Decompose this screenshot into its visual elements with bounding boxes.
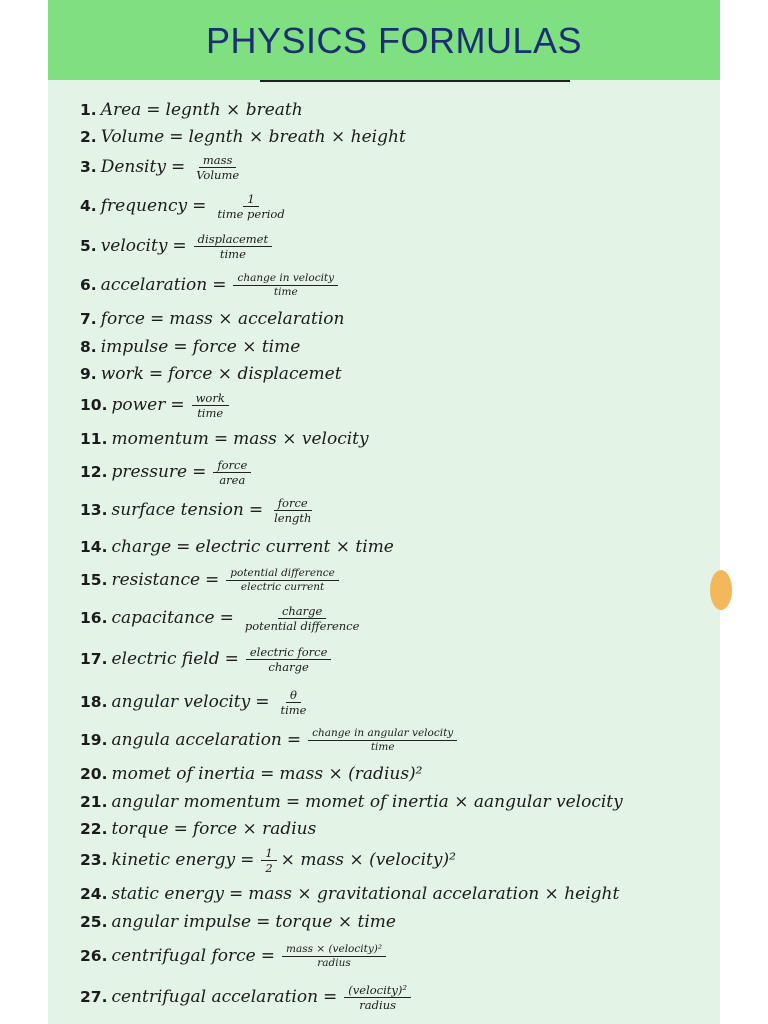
equals-sign: =: [229, 884, 244, 904]
formula-rhs: mass × accelaration: [169, 309, 345, 329]
formula-number: 1.: [80, 101, 97, 119]
formula-fraction: [213, 192, 288, 221]
formula-number: 9.: [80, 365, 97, 383]
formula-number: 11.: [80, 430, 108, 448]
fraction-numerator: change in angular velocity: [308, 727, 457, 741]
equals-sign: =: [172, 236, 187, 256]
fraction-numerator: change in velocity: [233, 272, 338, 286]
formula-lhs: centrifugal accelaration: [111, 987, 319, 1007]
formula-rhs: mass × velocity: [233, 429, 369, 449]
fraction-numerator: charge: [278, 604, 326, 619]
formula-rest: × mass × (velocity)²: [280, 850, 456, 870]
formula-lhs: power: [111, 395, 166, 415]
formula-row: [80, 232, 272, 261]
formula-lhs: static energy: [111, 884, 225, 904]
equals-sign: =: [170, 395, 185, 415]
fraction-numerator: 1: [261, 846, 276, 861]
fraction-denominator: time: [370, 740, 395, 753]
formula-row: [80, 912, 396, 932]
formula-lhs: force: [100, 309, 145, 329]
formula-number: 26.: [80, 947, 108, 965]
formula-number: 23.: [80, 851, 108, 869]
fraction-denominator: radius: [317, 956, 351, 969]
formula-lhs: angular velocity: [111, 692, 251, 712]
fraction-denominator: radius: [359, 997, 396, 1012]
formula-row: [80, 846, 456, 875]
fraction-denominator: potential difference: [244, 618, 360, 633]
formula-row: [80, 337, 300, 357]
formula-lhs: work: [100, 364, 144, 384]
formula-row: [80, 983, 411, 1012]
equals-sign: =: [286, 730, 302, 750]
equals-sign: =: [260, 946, 275, 966]
formula-fraction: [213, 458, 251, 487]
formula-row: [80, 458, 251, 487]
formula-row: [80, 764, 423, 784]
formula-fraction: [226, 567, 339, 594]
formula-lhs: momentum: [111, 429, 209, 449]
formula-number: 19.: [80, 731, 108, 749]
formula-row: [80, 192, 289, 221]
formula-lhs: impulse: [100, 337, 169, 357]
equals-sign: =: [148, 364, 164, 384]
fraction-numerator: 1: [243, 192, 258, 207]
floating-orb: [710, 570, 732, 610]
fraction-numerator: mass: [199, 153, 237, 168]
equals-sign: =: [248, 500, 264, 520]
formula-number: 17.: [80, 650, 108, 668]
fraction-denominator: length: [274, 510, 312, 525]
formula-number: 21.: [80, 793, 108, 811]
formula-lhs: pressure: [111, 462, 188, 482]
formula-row: [80, 309, 344, 329]
fraction-numerator: potential difference: [226, 567, 339, 581]
equals-sign: =: [285, 792, 301, 812]
formula-lhs: angular impulse: [111, 912, 252, 932]
formula-lhs: accelaration: [100, 275, 208, 295]
formula-number: 25.: [80, 913, 108, 931]
equals-sign: =: [219, 608, 234, 628]
fraction-numerator: θ: [286, 688, 301, 703]
formula-number: 12.: [80, 463, 108, 481]
formula-number: 7.: [80, 310, 97, 328]
formula-number: 27.: [80, 988, 108, 1006]
fraction-denominator: 2: [265, 860, 273, 875]
formula-fraction: [261, 846, 276, 875]
formula-lhs: resistance: [111, 570, 201, 590]
fraction-denominator: time: [273, 285, 298, 298]
formula-rhs: torque × time: [275, 912, 396, 932]
formula-rhs: electric current × time: [195, 537, 394, 557]
formula-row: [80, 727, 457, 754]
formula-rhs: legnth × breath × height: [188, 127, 406, 147]
header-banner: [48, 0, 720, 80]
fraction-numerator: work: [192, 391, 229, 406]
formula-number: 24.: [80, 885, 108, 903]
formula-number: 2.: [80, 128, 97, 146]
formula-row: [80, 604, 363, 633]
title-underline: [260, 80, 570, 82]
formula-number: 13.: [80, 501, 108, 519]
formula-row: [80, 272, 338, 299]
formula-lhs: Area: [100, 100, 142, 120]
equals-sign: =: [205, 570, 220, 590]
formula-row: [80, 100, 303, 120]
formula-number: 18.: [80, 693, 108, 711]
formula-row: [80, 567, 339, 594]
formula-sheet: [48, 0, 720, 1024]
fraction-denominator: time period: [217, 206, 285, 221]
formula-fraction: [194, 232, 272, 261]
formula-number: 5.: [80, 237, 97, 255]
equals-sign: =: [260, 764, 275, 784]
formula-lhs: frequency: [100, 196, 188, 216]
formula-fraction: [233, 272, 338, 299]
formula-number: 20.: [80, 765, 108, 783]
formula-number: 6.: [80, 276, 97, 294]
formula-lhs: charge: [111, 537, 172, 557]
formula-number: 10.: [80, 396, 108, 414]
formula-row: [80, 153, 243, 182]
formula-rhs: force × radius: [192, 819, 317, 839]
formula-fraction: [192, 153, 243, 182]
fraction-numerator: electric force: [246, 645, 332, 660]
formula-row: [80, 792, 623, 812]
formula-row: [80, 537, 394, 557]
formula-fraction: [270, 496, 315, 525]
formula-number: 14.: [80, 538, 108, 556]
formula-fraction: [344, 983, 411, 1012]
equals-sign: =: [212, 275, 227, 295]
formula-number: 15.: [80, 571, 108, 589]
equals-sign: =: [323, 987, 338, 1007]
equals-sign: =: [240, 850, 255, 870]
formula-row: [80, 884, 619, 904]
formula-rhs: momet of inertia × aangular velocity: [305, 792, 623, 812]
formula-number: 3.: [80, 158, 97, 176]
formula-number: 4.: [80, 197, 97, 215]
formula-fraction: [276, 688, 310, 717]
formula-fraction: [241, 604, 364, 633]
formula-rhs: legnth × breath: [165, 100, 303, 120]
equals-sign: =: [213, 429, 229, 449]
formula-row: [80, 391, 229, 420]
formula-number: 8.: [80, 338, 97, 356]
formula-fraction: [282, 943, 386, 970]
formula-fraction: [308, 727, 457, 754]
formula-lhs: angular momentum: [111, 792, 281, 812]
formula-rhs: force × time: [192, 337, 301, 357]
formula-row: [80, 943, 386, 970]
formula-rhs: force × displacemet: [168, 364, 342, 384]
formula-fraction: [246, 645, 332, 674]
equals-sign: =: [149, 309, 165, 329]
fraction-denominator: Volume: [196, 167, 240, 182]
fraction-denominator: time: [280, 702, 307, 717]
fraction-numerator: displacemet: [194, 232, 272, 247]
formula-row: [80, 496, 315, 525]
equals-sign: =: [192, 462, 207, 482]
formula-lhs: surface tension: [111, 500, 244, 520]
formula-number: 22.: [80, 820, 108, 838]
formula-lhs: Volume: [100, 127, 165, 147]
equals-sign: =: [255, 692, 270, 712]
formula-row: [80, 429, 369, 449]
fraction-denominator: time: [219, 246, 246, 261]
fraction-denominator: electric current: [240, 580, 325, 593]
formula-lhs: torque: [111, 819, 169, 839]
formula-row: [80, 645, 331, 674]
formula-lhs: centrifugal force: [111, 946, 256, 966]
formula-row: [80, 688, 310, 717]
formula-lhs: capacitance: [111, 608, 215, 628]
fraction-numerator: force: [213, 458, 251, 473]
equals-sign: =: [224, 649, 239, 669]
fraction-denominator: charge: [268, 659, 309, 674]
formula-row: [80, 127, 406, 147]
formula-lhs: Density: [100, 157, 166, 177]
formula-rhs: mass × (radius)²: [279, 764, 423, 784]
equals-sign: =: [173, 819, 188, 839]
equals-sign: =: [170, 157, 186, 177]
fraction-numerator: (velocity)²: [344, 983, 411, 998]
formula-row: [80, 364, 342, 384]
equals-sign: =: [146, 100, 161, 120]
formula-number: 16.: [80, 609, 108, 627]
formula-rhs: mass × gravitational accelaration × height: [248, 884, 620, 904]
equals-sign: =: [173, 337, 188, 357]
fraction-numerator: mass × (velocity)²: [282, 943, 386, 957]
equals-sign: =: [176, 537, 191, 557]
formula-lhs: kinetic energy: [111, 850, 236, 870]
formula-row: [80, 819, 316, 839]
formula-fraction: [192, 391, 229, 420]
equals-sign: =: [192, 196, 207, 216]
formula-lhs: electric field: [111, 649, 220, 669]
fraction-denominator: time: [197, 405, 224, 420]
formula-lhs: angula accelaration: [111, 730, 282, 750]
formula-lhs: momet of inertia: [111, 764, 256, 784]
fraction-numerator: force: [274, 496, 312, 511]
page-title: PHYSICS FORMULAS: [205, 20, 583, 61]
equals-sign: =: [256, 912, 271, 932]
equals-sign: =: [169, 127, 184, 147]
fraction-denominator: area: [219, 472, 246, 487]
formula-lhs: velocity: [100, 236, 168, 256]
